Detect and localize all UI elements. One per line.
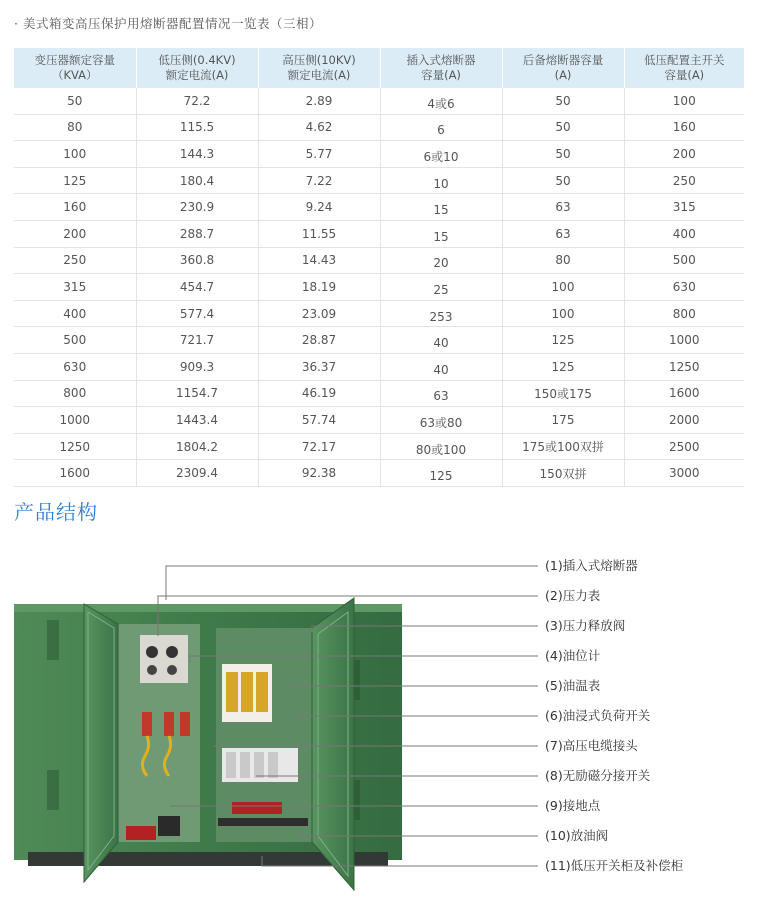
table-cell: 5.77 — [258, 141, 380, 168]
table-cell: 1250 — [624, 353, 744, 380]
component-label: (5)油温表 — [545, 678, 601, 693]
table-cell: 175或100双拼 — [502, 433, 624, 460]
table-cell: 253 — [380, 300, 502, 327]
table-cell: 175 — [502, 407, 624, 434]
component-label: (2)压力表 — [545, 588, 601, 603]
table-row — [14, 274, 744, 301]
table-cell: 400 — [624, 220, 744, 247]
component-label: (8)无励磁分接开关 — [545, 768, 651, 783]
table-row — [14, 327, 744, 354]
table-cell: 50 — [502, 141, 624, 168]
component-label: (7)高压电缆接头 — [545, 738, 638, 753]
table-cell: 1000 — [624, 327, 744, 354]
table-cell: 500 — [14, 327, 136, 354]
table-cell: 577.4 — [136, 300, 258, 327]
table-cell: 1804.2 — [136, 433, 258, 460]
high-voltage-compartment — [118, 624, 200, 842]
table-cell: 100 — [14, 141, 136, 168]
table-cell: 80 — [502, 247, 624, 274]
table-cell: 63 — [380, 380, 502, 407]
table-cell: 288.7 — [136, 220, 258, 247]
header-plug-in-fuse: 插入式熔断器 容量(A) — [380, 48, 502, 88]
table-cell: 100 — [502, 300, 624, 327]
table-cell: 250 — [14, 247, 136, 274]
table-cell: 2000 — [624, 407, 744, 434]
table-row — [14, 247, 744, 274]
table-cell: 1000 — [14, 407, 136, 434]
table-cell: 3000 — [624, 460, 744, 487]
table-cell: 909.3 — [136, 353, 258, 380]
component-label: (10)放油阀 — [545, 828, 609, 843]
leader-line — [166, 566, 538, 600]
table-cell: 7.22 — [258, 167, 380, 194]
table-cell: 125 — [502, 353, 624, 380]
table-cell: 15 — [380, 194, 502, 221]
table-cell: 500 — [624, 247, 744, 274]
table-cell: 18.19 — [258, 274, 380, 301]
low-voltage-compartment — [216, 628, 312, 842]
table-cell: 1600 — [624, 380, 744, 407]
table-cell: 630 — [624, 274, 744, 301]
table-cell: 2500 — [624, 433, 744, 460]
table-cell: 6 — [380, 114, 502, 141]
table-cell: 125 — [14, 167, 136, 194]
table-cell: 50 — [502, 88, 624, 114]
header-low-voltage-current: 低压侧(0.4KV) 额定电流(A) — [136, 48, 258, 88]
header-high-voltage-current: 高压侧(10KV) 额定电流(A) — [258, 48, 380, 88]
table-row — [14, 88, 744, 114]
table-row — [14, 220, 744, 247]
table-title: · 美式箱变高压保护用熔断器配置情况一览表（三相） — [14, 16, 322, 31]
table-cell: 115.5 — [136, 114, 258, 141]
table-cell: 4.62 — [258, 114, 380, 141]
table-cell: 92.38 — [258, 460, 380, 487]
table-cell: 144.3 — [136, 141, 258, 168]
table-cell: 1250 — [14, 433, 136, 460]
table-cell: 160 — [624, 114, 744, 141]
table-cell: 40 — [380, 353, 502, 380]
table-cell: 150双拼 — [502, 460, 624, 487]
component-label: (3)压力释放阀 — [545, 618, 626, 633]
table-cell: 80 — [14, 114, 136, 141]
table-cell: 4或6 — [380, 88, 502, 114]
table-cell: 6或10 — [380, 141, 502, 168]
table-cell: 454.7 — [136, 274, 258, 301]
table-cell: 180.4 — [136, 167, 258, 194]
table-cell: 150或175 — [502, 380, 624, 407]
table-cell: 25 — [380, 274, 502, 301]
table-row — [14, 114, 744, 141]
table-row — [14, 433, 744, 460]
table-row — [14, 380, 744, 407]
table-cell: 800 — [14, 380, 136, 407]
table-cell: 1154.7 — [136, 380, 258, 407]
table-cell: 9.24 — [258, 194, 380, 221]
table-row — [14, 353, 744, 380]
table-cell: 721.7 — [136, 327, 258, 354]
table-cell: 100 — [624, 88, 744, 114]
table-cell: 46.19 — [258, 380, 380, 407]
table-row — [14, 460, 744, 487]
table-cell: 72.17 — [258, 433, 380, 460]
section-title: 产品结构 — [14, 500, 98, 524]
table-cell: 40 — [380, 327, 502, 354]
header-backup-fuse: 后备熔断器容量 (A) — [502, 48, 624, 88]
table-cell: 125 — [380, 460, 502, 487]
header-transformer-capacity: 变压器额定容量 （KVA） — [14, 48, 136, 88]
table-row — [14, 141, 744, 168]
table-cell: 315 — [14, 274, 136, 301]
table-row — [14, 167, 744, 194]
table-cell: 200 — [624, 141, 744, 168]
table-cell: 630 — [14, 353, 136, 380]
table-cell: 63 — [502, 194, 624, 221]
table-cell: 63 — [502, 220, 624, 247]
table-cell: 2.89 — [258, 88, 380, 114]
component-label: (6)油浸式负荷开关 — [545, 708, 651, 723]
component-label: (9)接地点 — [545, 798, 601, 813]
table-cell: 57.74 — [258, 407, 380, 434]
table-row — [14, 194, 744, 221]
table-cell: 50 — [502, 114, 624, 141]
table-cell: 1600 — [14, 460, 136, 487]
table-cell: 100 — [502, 274, 624, 301]
table-cell: 72.2 — [136, 88, 258, 114]
table-header-row — [14, 48, 744, 88]
component-label: (11)低压开关柜及补偿柜 — [545, 858, 684, 873]
table-cell: 11.55 — [258, 220, 380, 247]
table-cell: 1443.4 — [136, 407, 258, 434]
component-label: (4)油位计 — [545, 648, 601, 663]
table-cell: 315 — [624, 194, 744, 221]
table-cell: 36.37 — [258, 353, 380, 380]
table-cell: 230.9 — [136, 194, 258, 221]
table-cell: 400 — [14, 300, 136, 327]
header-main-switch: 低压配置主开关 容量(A) — [624, 48, 744, 88]
table-cell: 50 — [502, 167, 624, 194]
table-row — [14, 407, 744, 434]
table-cell: 200 — [14, 220, 136, 247]
table-cell: 50 — [14, 88, 136, 114]
table-cell: 28.87 — [258, 327, 380, 354]
table-cell: 15 — [380, 220, 502, 247]
component-label: (1)插入式熔断器 — [545, 558, 638, 573]
table-cell: 250 — [624, 167, 744, 194]
table-cell: 20 — [380, 247, 502, 274]
fuse-configuration-table — [14, 48, 744, 487]
table-cell: 80或100 — [380, 433, 502, 460]
table-cell: 360.8 — [136, 247, 258, 274]
table-cell: 800 — [624, 300, 744, 327]
table-cell: 125 — [502, 327, 624, 354]
table-cell: 160 — [14, 194, 136, 221]
table-cell: 63或80 — [380, 407, 502, 434]
table-cell: 23.09 — [258, 300, 380, 327]
table-cell: 10 — [380, 167, 502, 194]
table-cell: 14.43 — [258, 247, 380, 274]
table-row — [14, 300, 744, 327]
table-cell: 2309.4 — [136, 460, 258, 487]
